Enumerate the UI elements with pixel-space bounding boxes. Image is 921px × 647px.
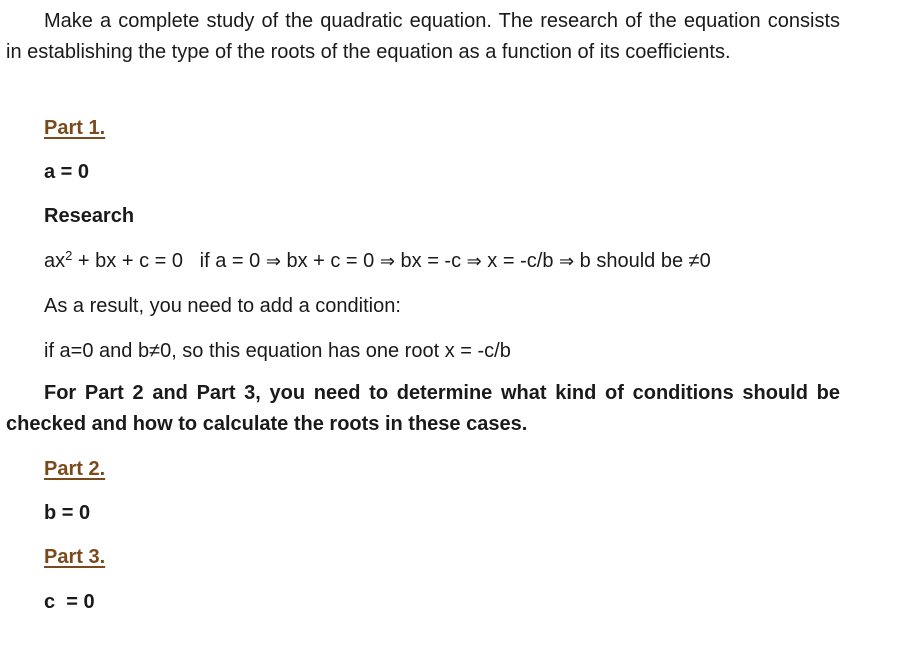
instruction-paragraph (6, 378, 840, 440)
implies-arrow-1: ⇒ (265, 251, 281, 272)
part1-condition: a = 0 (44, 161, 90, 183)
part2-heading: Part 2. (44, 458, 106, 480)
root-text: if a=0 and b≠0, so this equation has one root x = -c/b (44, 340, 511, 362)
eq-step-2: bx = -c (394, 250, 462, 272)
result-text: As a result, you need to add a condition: (44, 295, 401, 317)
implies-arrow-2: ⇒ (379, 251, 395, 272)
part1-heading: Part 1. (44, 117, 106, 139)
part3-condition: c = 0 (44, 591, 95, 613)
instruction-text: For Part 2 and Part 3, you need to determine what kind of conditions should be checked and how to calculate the roots in these cases. (6, 382, 840, 435)
eq-step-3: x = -c/b (481, 250, 554, 272)
research-label: Research (44, 205, 135, 227)
eq-lhs-rest: + bx + c = 0 if a = 0 (72, 250, 261, 272)
eq-step-1: bx + c = 0 (280, 250, 375, 272)
eq-lhs-exponent: 2 (65, 248, 73, 263)
part3-heading: Part 3. (44, 546, 106, 568)
eq-step-4: b should be ≠0 (574, 250, 711, 272)
eq-lhs-base: ax (44, 250, 66, 272)
intro-text: Make a complete study of the quadratic equation. The research of the equation consists in establishing the type of the roots of the equation as a function of its coefficients. (6, 10, 840, 63)
intro-paragraph (6, 6, 840, 68)
research-equation (44, 249, 711, 274)
part2-condition: b = 0 (44, 502, 91, 524)
implies-arrow-3: ⇒ (466, 251, 482, 272)
implies-arrow-4: ⇒ (559, 251, 575, 272)
